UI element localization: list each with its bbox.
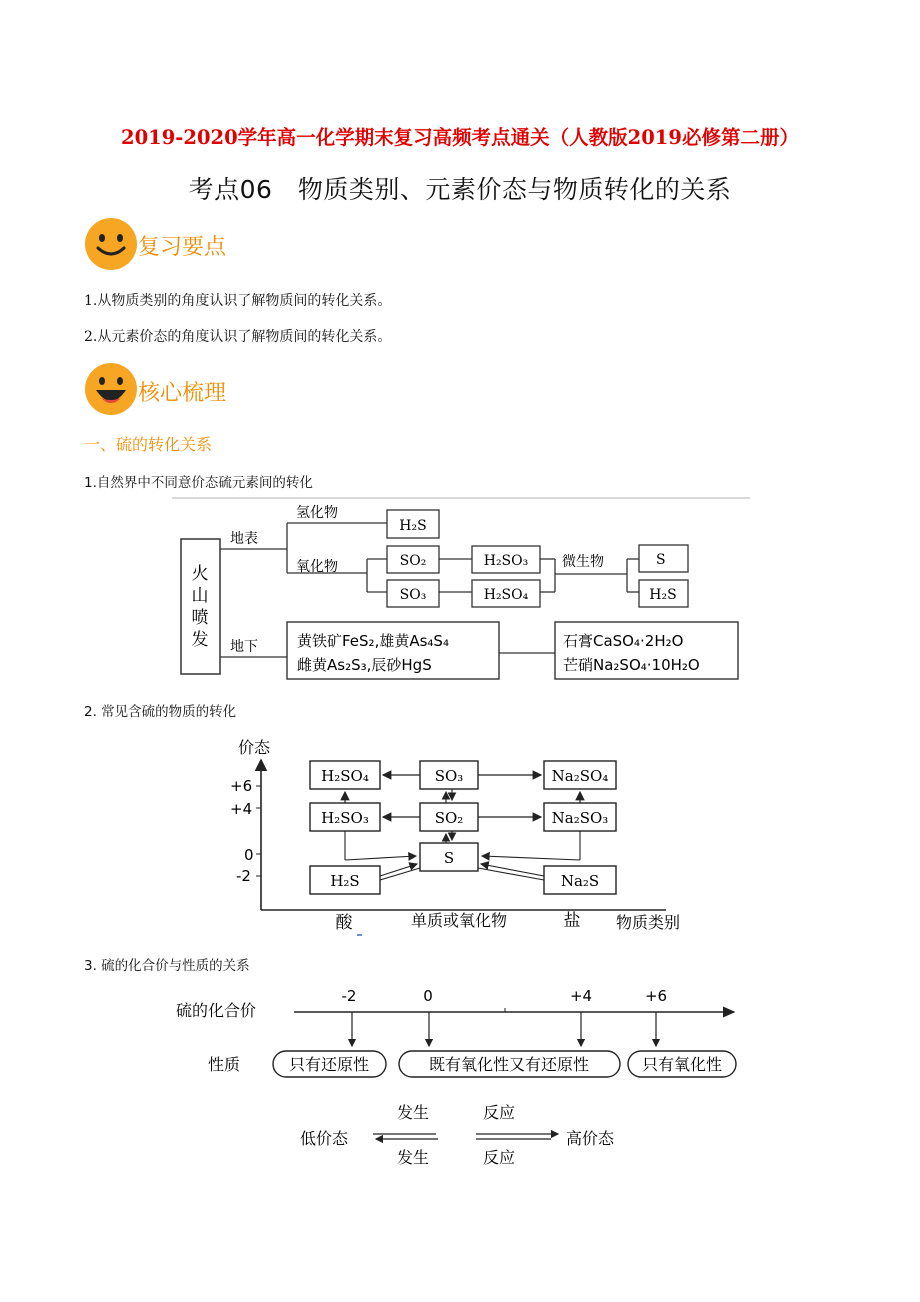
valence-plus6: +6 — [644, 987, 668, 1005]
fig1-so3: SO₃ — [399, 587, 427, 603]
sulfur-nature-diagram — [172, 495, 752, 687]
top-occur: 发生 — [397, 1103, 430, 1122]
fig1-h2s: H₂S — [399, 518, 427, 534]
box-so3: SO₃ — [434, 767, 464, 785]
valence-property-diagram — [176, 982, 746, 1174]
volcano-char-2: 山 — [191, 586, 209, 606]
high-valence-label: 高价态 — [566, 1129, 615, 1148]
salts-line-1: 石膏CaSO₄·2H₂O — [563, 632, 684, 650]
property-label: 性质 — [208, 1055, 241, 1074]
tick-plus6: +6 — [230, 777, 253, 795]
fig1-so2: SO₂ — [399, 553, 427, 569]
oxide-label: 氧化物 — [296, 559, 338, 575]
review-point-1: 1.从物质类别的角度认识了解物质间的转化关系。 — [84, 293, 392, 309]
tick-zero: 0 — [244, 846, 254, 864]
fig3-caption: 3. 硫的化合价与性质的关系 — [84, 958, 250, 974]
series-title: 2019-2020学年高一化学期末复习高频考点通关（人教版2019必修第二册） — [121, 126, 799, 149]
prop-oxidizing: 只有氧化性 — [641, 1055, 723, 1074]
box-na2s: Na₂S — [560, 872, 600, 890]
microbe-label: 微生物 — [562, 554, 604, 570]
core-heading: 核心梳理 — [138, 381, 227, 406]
top-react: 反应 — [483, 1103, 516, 1122]
x-cat-acid: 酸 — [335, 913, 353, 933]
low-valence-label: 低价态 — [300, 1129, 349, 1148]
x-cat-element: 单质或氧化物 — [410, 911, 508, 930]
fig1-h2so4: H₂SO₄ — [483, 587, 529, 603]
prop-reducing: 只有还原性 — [288, 1055, 370, 1074]
sulfur-subheading: 一、硫的转化关系 — [84, 435, 213, 454]
minerals-line-2: 雌黄As₂S₃,辰砂HgS — [297, 656, 432, 674]
valence-minus2: -2 — [341, 987, 357, 1005]
box-h2s: H₂S — [330, 872, 360, 890]
smiley-icon — [84, 217, 138, 271]
valence-plus4: +4 — [569, 987, 593, 1005]
box-h2so3: H₂SO₃ — [321, 809, 369, 827]
tick-minus2: -2 — [236, 867, 251, 885]
fig1-s: S — [656, 552, 666, 568]
tick-plus4: +4 — [230, 800, 253, 818]
fig1-h2s-out: H₂S — [649, 587, 677, 603]
y-axis-label: 价态 — [238, 738, 271, 757]
volcano-char-1: 火 — [191, 564, 209, 584]
fig1-h2so3: H₂SO₃ — [483, 553, 529, 569]
sulfur-valence-diagram — [226, 730, 706, 940]
box-s: S — [443, 849, 455, 867]
x-cat-salt: 盐 — [563, 911, 581, 931]
fig2-caption: 2. 常见含硫的物质的转化 — [84, 704, 237, 720]
x-axis-label: 物质类别 — [615, 913, 681, 932]
underground-label: 地下 — [230, 639, 258, 655]
valence-axis-label: 硫的化合价 — [176, 1001, 257, 1020]
volcano-char-3: 喷 — [191, 608, 209, 628]
fig1-caption: 1.自然界中不同意价态硫元素间的转化 — [84, 475, 313, 491]
valence-zero: 0 — [423, 987, 433, 1005]
box-so2: SO₂ — [434, 809, 464, 827]
review-point-2: 2.从元素价态的角度认识了解物质间的转化关系。 — [84, 329, 392, 345]
surface-label: 地表 — [230, 531, 258, 547]
minerals-line-1: 黄铁矿FeS₂,雄黄As₄S₄ — [297, 632, 449, 650]
hydride-label: 氢化物 — [296, 505, 338, 521]
bottom-react: 反应 — [483, 1148, 516, 1167]
salts-line-2: 芒硝Na₂SO₄·10H₂O — [563, 656, 700, 674]
box-na2so3: Na₂SO₃ — [551, 809, 609, 827]
laughing-smiley-icon — [84, 362, 138, 416]
topic-title: 考点06 物质类别、元素价态与物质转化的关系 — [188, 175, 732, 204]
prop-both: 既有氧化性又有还原性 — [428, 1055, 590, 1074]
box-na2so4: Na₂SO₄ — [551, 767, 609, 785]
bottom-occur: 发生 — [397, 1148, 430, 1167]
review-heading: 复习要点 — [138, 235, 227, 260]
volcano-char-4: 发 — [191, 630, 209, 650]
box-h2so4: H₂SO₄ — [321, 767, 369, 785]
